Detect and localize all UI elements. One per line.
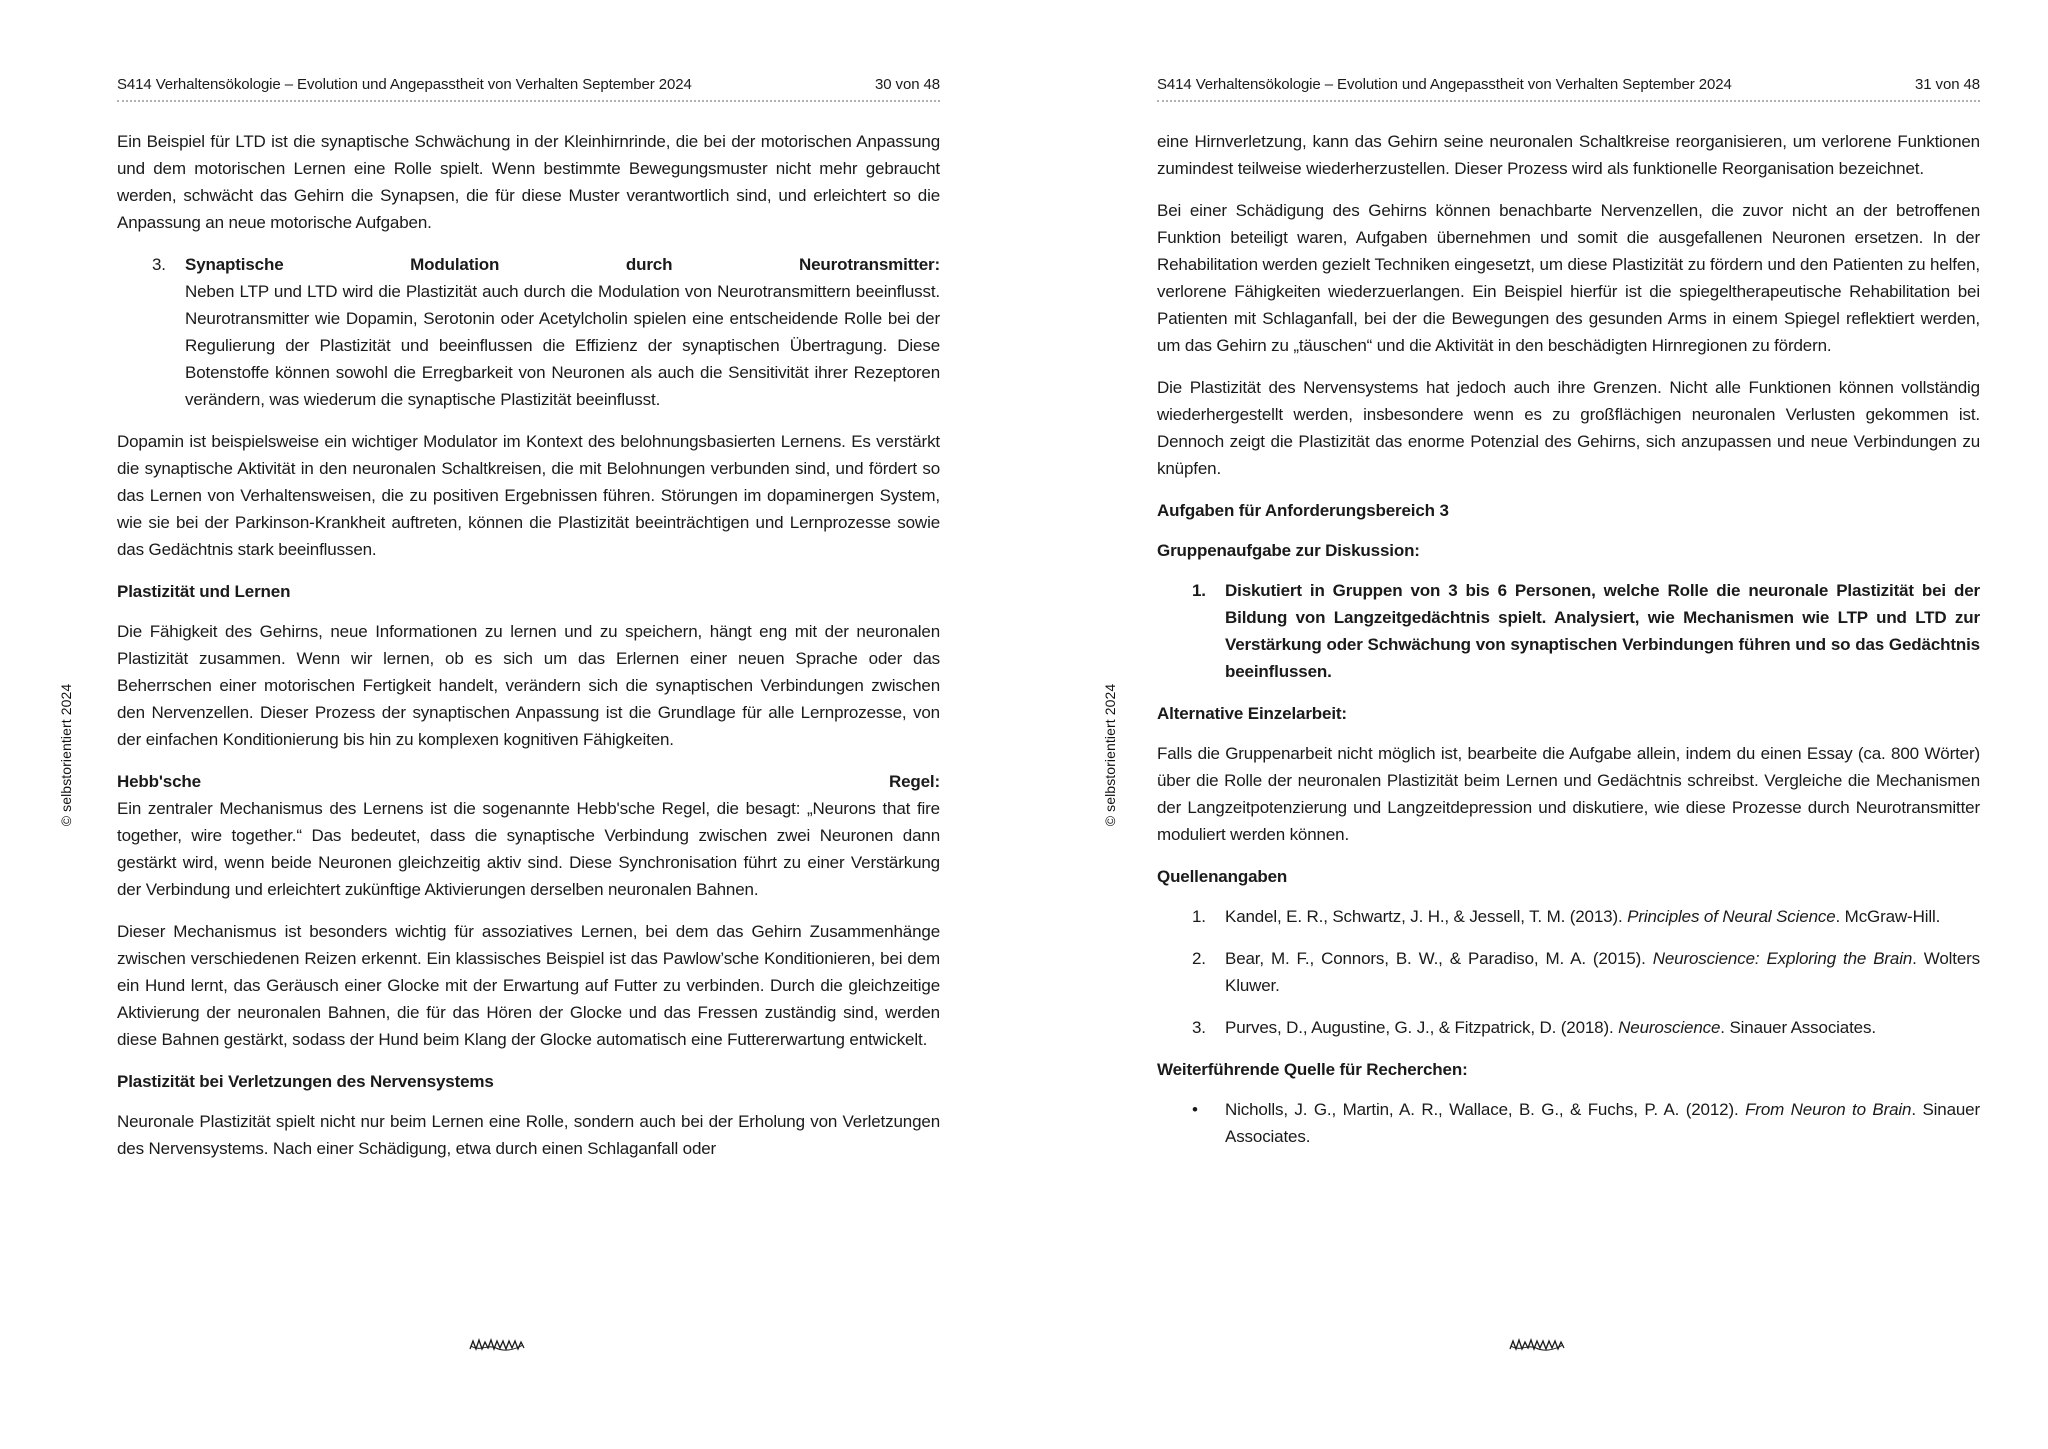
page-header bbox=[117, 76, 940, 102]
reference-title: From Neuron to Brain bbox=[1745, 1100, 1912, 1119]
reference-publisher: . McGraw-Hill. bbox=[1835, 907, 1941, 926]
list-number: 2. bbox=[1192, 949, 1206, 968]
title-word: durch bbox=[625, 255, 673, 274]
hebb-rule-title bbox=[117, 768, 940, 795]
heading-quellenangaben: Quellenangaben bbox=[1157, 867, 1288, 886]
reference-authors: Purves, D., Augustine, G. J., & Fitzpatrick, D. (2018). bbox=[1225, 1018, 1619, 1037]
reference-publisher: . Sinauer Associates. bbox=[1720, 1018, 1876, 1037]
reference-publisher: . Wolters Kluwer. bbox=[1225, 949, 1981, 995]
signature-scribble bbox=[1508, 1336, 1566, 1359]
title-word: Neurotransmitter: bbox=[798, 255, 940, 274]
hebb-title-right: Regel: bbox=[888, 772, 940, 791]
reference-2-body bbox=[1225, 945, 1980, 999]
numbered-item-3-text: Neben LTP und LTD wird die Plastizität auch durch die Modulation von Neurotransmittern beeinflusst. Neurotransmitter wie Dopamin, Serotonin oder Acetylcholin spielen eine entscheidende Rolle bei der Regulierung der Plastizität und beeinflussen die Effizienz der synaptischen Übertragung. Diese Botenstoffe können sowohl die Erregbarkeit von Neuronen als auch die Sensitivität ihrer Rezeptoren verändern, was wiederum die synaptische Plastizität beeinflusst. bbox=[185, 282, 940, 409]
hebb-title-left: Hebb'sche bbox=[117, 772, 201, 791]
scribble-icon bbox=[468, 1336, 526, 1354]
paragraph-neuronale: Neuronale Plastizität spielt nicht nur beim Lernen eine Rolle, sondern auch bei der Erholung von Verletzungen des Nervensystems. Nach einer Schädigung, etwa durch einen Schlaganfall oder bbox=[117, 1112, 940, 1158]
scribble-icon bbox=[1508, 1336, 1566, 1354]
reference-item-1 bbox=[1157, 903, 1980, 930]
reference-item-2 bbox=[1157, 945, 1980, 999]
reference-1-body bbox=[1225, 903, 1980, 930]
copyright-watermark: © selbstorientiert 2024 bbox=[58, 683, 74, 827]
heading-weiterfuehrende-quelle: Weiterführende Quelle für Recherchen: bbox=[1157, 1060, 1468, 1079]
reference-title: Neuroscience bbox=[1618, 1018, 1721, 1037]
header-page-number: 31 von 48 bbox=[1915, 76, 1980, 93]
reference-2-text bbox=[1225, 945, 1980, 999]
heading-plastizitaet-und-lernen: Plastizität und Lernen bbox=[117, 582, 291, 601]
page-31 bbox=[1024, 0, 2048, 1449]
reference-3-text bbox=[1225, 1014, 1980, 1041]
list-number: 1. bbox=[1192, 581, 1206, 600]
task-item-1-text: Diskutiert in Gruppen von 3 bis 6 Personen, welche Rolle die neuronale Plastizität bei der Bildung von Langzeitgedächtnis spielt. Analysiert, wie Mechanismen wie LTP und LTD zur Verstärkung oder Schwächung von synaptischen Verbindungen führen und so das Gedächtnis beeinflussen. bbox=[1225, 581, 1980, 681]
reference-3-body bbox=[1225, 1014, 1980, 1041]
paragraph-schaedigung: Bei einer Schädigung des Gehirns können benachbarte Nervenzellen, die zuvor nicht an der betroffenen Funktion beteiligt waren, Aufgaben übernehmen und somit die ausgefallenen Neuronen ersetzen. In der Rehabilitation werden gezielt Techniken eingesetzt, um diese Plastizität zu fördern und den Patienten zu helfen, verlorene Fähigkeiten wiederzuerlangen. Ein Beispiel hierfür ist die spiegeltherapeutische Rehabilitation bei Patienten mit Schlaganfall, bei der die Bewegungen des gesunden Arms in einem Spiegel reflektiert werden, um das Gehirn zu „täuschen“ und die Aktivität in den beschädigten Hirnregionen zu fördern. bbox=[1157, 201, 1980, 355]
paragraph-mechanismus: Dieser Mechanismus ist besonders wichtig für assoziatives Lernen, bei dem das Gehirn Zusammenhänge zwischen verschiedenen Reizen erkennt. Ein klassisches Beispiel ist das Pawlow’sche Konditionieren, bei dem ein Hund lernt, das Geräusch einer Glocke mit der Erwartung auf Futter zu verbinden. Durch die gleichzeitige Aktivierung der neuronalen Bahnen, die für das Hören der Glocke und das Fressen zuständig sind, werden diese Bahnen gestärkt, sodass der Hund beim Klang der Glocke automatisch eine Futtererwartung entwickelt. bbox=[117, 922, 940, 1049]
paragraph-faehigkeit: Die Fähigkeit des Gehirns, neue Informationen zu lernen und zu speichern, hängt eng mit der neuronalen Plastizität zusammen. Wenn wir lernen, ob es sich um das Erlernen einer neuen Sprache oder das Beherrschen einer motorischen Fertigkeit handelt, verändern sich die synaptischen Verbindungen zwischen den Nervenzellen. Dieser Prozess der synaptischen Anpassung ist die Grundlage für alle Lernprozesse, von der einfachen Konditionierung bis hin zu komplexen kognitiven Fähigkeiten. bbox=[117, 622, 940, 749]
list-number: 3. bbox=[152, 255, 166, 274]
reference-item-3 bbox=[1157, 1014, 1980, 1041]
reference-authors: Kandel, E. R., Schwartz, J. H., & Jessell, T. M. (2013). bbox=[1225, 907, 1628, 926]
heading-verletzungen: Plastizität bei Verletzungen des Nervensystems bbox=[117, 1072, 494, 1091]
reference-title: Neuroscience: Exploring the Brain bbox=[1652, 949, 1913, 968]
task-item-1-body bbox=[1225, 577, 1980, 685]
further-source-item bbox=[1157, 1096, 1980, 1150]
paragraph-ltd-example: Ein Beispiel für LTD ist die synaptische Schwächung in der Kleinhirnrinde, die bei der motorischen Anpassung und dem motorischen Lernen eine Rolle spielt. Wenn bestimmte Bewegungsmuster nicht mehr gebraucht werden, schwächt das Gehirn die Synapsen, die für diese Muster verantwortlich sind, und erleichtert so die Anpassung an neue motorische Aufgaben. bbox=[117, 132, 940, 232]
reference-authors: Nicholls, J. G., Martin, A. R., Wallace, B. G., & Fuchs, P. A. (2012). bbox=[1225, 1100, 1746, 1119]
hebb-rule-text: Ein zentraler Mechanismus des Lernens ist die sogenannte Hebb'sche Regel, die besagt: „Neurons that fire together, wire together.“ Das bedeutet, dass die synaptische Verbindung zwischen zwei Neuronen dann gestärkt wird, wenn beide Neuronen gleichzeitig aktiv sind. Diese Synchronisation führt zu einer Verstärkung der Verbindung und erleichtert zukünftige Aktivierungen derselben neuronalen Bahnen. bbox=[117, 799, 940, 899]
paragraph-essay: Falls die Gruppenarbeit nicht möglich ist, bearbeite die Aufgabe allein, indem du einen Essay (ca. 800 Wörter) über die Rolle der neuronalen Plastizität beim Lernen und Gedächtnis schreibst. Vergleiche die Mechanismen der Langzeitpotenzierung und Langzeitdepression und diskutiere, wie diese Prozesse durch Neurotransmitter moduliert werden können. bbox=[1157, 744, 1980, 844]
reference-title: Principles of Neural Science bbox=[1627, 907, 1836, 926]
bullet-icon: • bbox=[1192, 1100, 1198, 1119]
list-number: 1. bbox=[1192, 907, 1206, 926]
page-31-content bbox=[1157, 76, 1980, 1165]
hebb-rule-block bbox=[117, 768, 940, 903]
header-title: S414 Verhaltensökologie – Evolution und Angepasstheit von Verhalten September 2024 bbox=[1157, 76, 1732, 93]
heading-gruppenaufgabe: Gruppenaufgabe zur Diskussion: bbox=[1157, 541, 1420, 560]
list-number: 3. bbox=[1192, 1018, 1206, 1037]
paragraph-dopamin: Dopamin ist beispielsweise ein wichtiger Modulator im Kontext des belohnungsbasierten Lernens. Es verstärkt die synaptische Aktivität in den neuronalen Schaltkreisen, die mit Belohnungen verbunden sind, und fördert so das Lernen von Verhaltensweisen, die zu positiven Ergebnissen führen. Störungen im dopaminergen System, wie sie bei der Parkinson-Krankheit auftreten, können die Plastizität beeinträchtigen und Lernprozesse sowie das Gedächtnis stark beeinflussen. bbox=[117, 432, 940, 559]
reference-authors: Bear, M. F., Connors, B. W., & Paradiso, M. A. (2015). bbox=[1225, 949, 1653, 968]
signature-scribble bbox=[468, 1336, 526, 1359]
further-source-body bbox=[1225, 1096, 1980, 1150]
further-source-text bbox=[1225, 1096, 1980, 1150]
title-word: Modulation bbox=[410, 255, 500, 274]
page-header bbox=[1157, 76, 1980, 102]
paragraph-reorganisation: eine Hirnverletzung, kann das Gehirn seine neuronalen Schaltkreise reorganisieren, um verlorene Funktionen zumindest teilweise wiederherzustellen. Dieser Prozess wird als funktionelle Reorganisation bezeichnet. bbox=[1157, 132, 1980, 178]
header-title: S414 Verhaltensökologie – Evolution und Angepasstheit von Verhalten September 2024 bbox=[117, 76, 692, 93]
reference-1-text bbox=[1225, 903, 1980, 930]
numbered-item-3-body bbox=[185, 251, 940, 413]
copyright-watermark: © selbstorientiert 2024 bbox=[1102, 683, 1118, 827]
page-30-content bbox=[117, 76, 940, 1177]
heading-alternative-einzelarbeit: Alternative Einzelarbeit: bbox=[1157, 704, 1347, 723]
heading-aufgaben-anforderungsbereich: Aufgaben für Anforderungsbereich 3 bbox=[1157, 501, 1449, 520]
numbered-item-3-title bbox=[185, 251, 940, 278]
title-word: Synaptische bbox=[185, 255, 284, 274]
task-item-1 bbox=[1157, 577, 1980, 685]
header-page-number: 30 von 48 bbox=[875, 76, 940, 93]
paragraph-grenzen: Die Plastizität des Nervensystems hat jedoch auch ihre Grenzen. Nicht alle Funktionen können vollständig wiederhergestellt werden, insbesondere wenn es zu großflächigen neuronalen Verlusten gekommen ist. Dennoch zeigt die Plastizität das enorme Potenzial des Gehirns, sich anzupassen und neue Verbindungen zu knüpfen. bbox=[1157, 378, 1980, 478]
reference-publisher: . Sinauer Associates. bbox=[1225, 1100, 1980, 1146]
numbered-item-3 bbox=[117, 251, 940, 413]
